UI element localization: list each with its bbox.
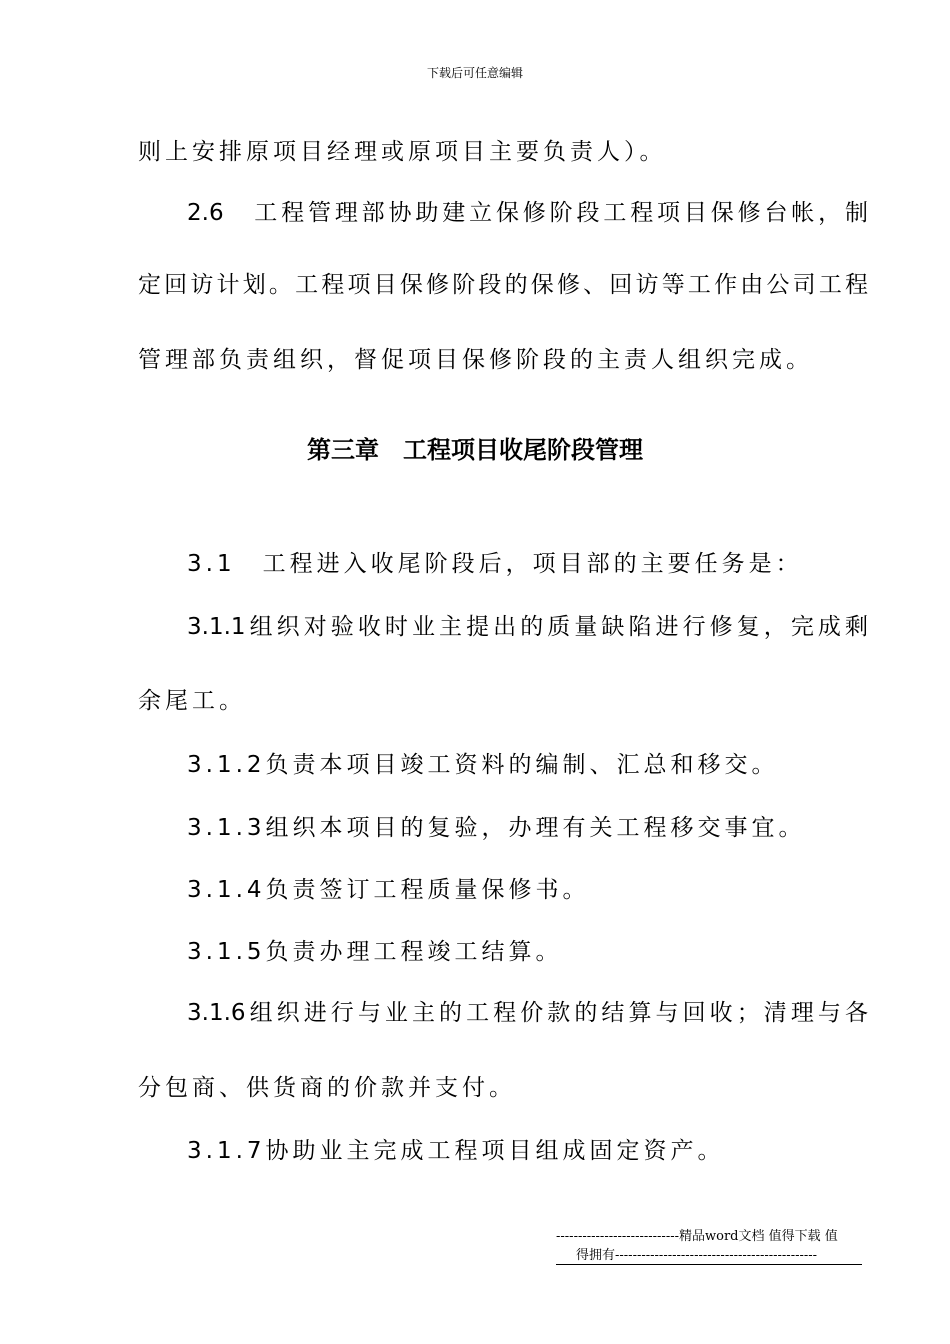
- footer-rule: [556, 1264, 862, 1265]
- paragraph-line: 定回访计划。工程项目保修阶段的保修、回访等工作由公司工程: [138, 272, 868, 298]
- chapter-title: 第三章 工程项目收尾阶段管理: [307, 436, 643, 464]
- paragraph-line: 3.1.6组织进行与业主的工程价款的结算与回收；清理与各: [187, 1000, 868, 1026]
- paragraph-line: 分包商、供货商的价款并支付。: [138, 1075, 516, 1101]
- header-note: 下载后可任意编辑: [426, 66, 523, 80]
- footer-note: [556, 1227, 862, 1265]
- paragraph-line: 3.1.3组织本项目的复验，办理有关工程移交事宜。: [187, 815, 806, 841]
- paragraph-line: 3.1.7协助业主完成工程项目组成固定资产。: [187, 1138, 725, 1164]
- paragraph-line: 余尾工。: [138, 688, 246, 714]
- paragraph-line: 管理部负责组织，督促项目保修阶段的主责人组织完成。: [138, 347, 813, 373]
- paragraph-line: 3.1.2负责本项目竣工资料的编制、汇总和移交。: [187, 752, 779, 778]
- footer-note-line: 得拥有----------------------------------------------: [576, 1248, 818, 1263]
- paragraph-line: 3.1 工程进入收尾阶段后，项目部的主要任务是：: [187, 551, 803, 577]
- paragraph-line: 2.6 工程管理部协助建立保修阶段工程项目保修台帐，制: [187, 200, 868, 226]
- paragraph-line: 3.1.5负责办理工程竣工结算。: [187, 939, 563, 965]
- paragraph-line: 3.1.1组织对验收时业主提出的质量缺陷进行修复，完成剩: [187, 614, 868, 640]
- paragraph-line: 则上安排原项目经理或原项目主要负责人）。: [138, 139, 667, 165]
- footer-note-line: ----------------------------精品word文档 值得下载 值: [556, 1229, 838, 1244]
- paragraph-line: 3.1.4负责签订工程质量保修书。: [187, 877, 590, 903]
